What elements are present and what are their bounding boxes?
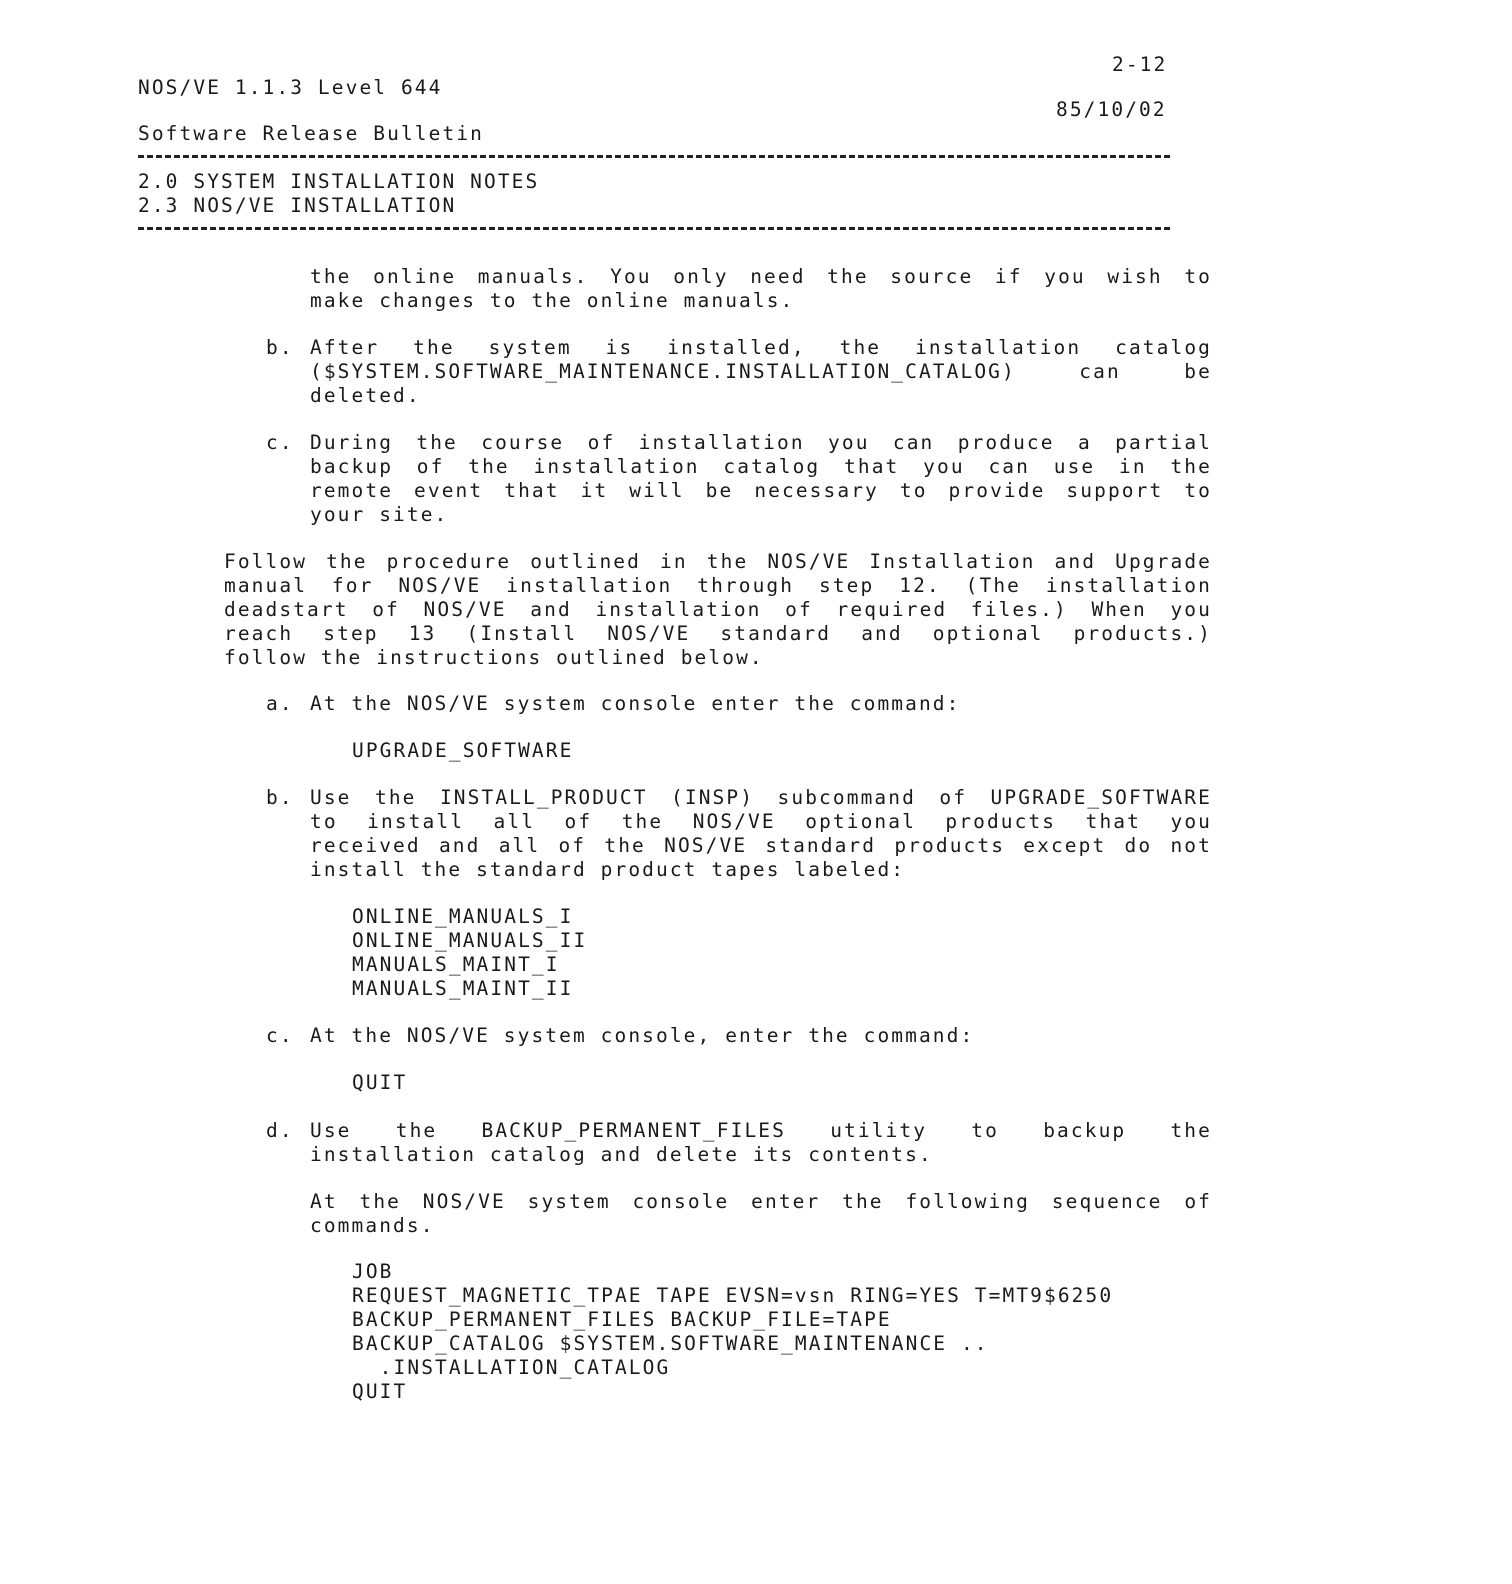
follow-line-5: follow the instructions outlined below.: [224, 646, 764, 669]
follow-line-3: deadstart of NOS/VE and installation of required files.) When you: [224, 598, 1212, 621]
list-marker: d.: [266, 1119, 294, 1142]
command-line: BACKUP_CATALOG $SYSTEM.SOFTWARE_MAINTENANCE ..: [352, 1332, 989, 1355]
tape-label: ONLINE_MANUALS_II: [352, 929, 588, 952]
step-b-line-3: received and all of the NOS/VE standard products except do not: [310, 834, 1212, 857]
tape-label: MANUALS_MAINT_I: [352, 953, 560, 976]
list-marker: b.: [266, 786, 294, 809]
command-upgrade-software: UPGRADE_SOFTWARE: [352, 739, 574, 762]
command-line: REQUEST_MAGNETIC_TPAE TAPE EVSN=vsn RING=YES T=MT9$6250: [352, 1284, 1114, 1307]
page-number: 2-12: [1112, 53, 1168, 76]
step-d-para-line-2: commands.: [310, 1214, 435, 1237]
item-c1-line-3: remote event that it will be necessary to provide support to: [310, 479, 1212, 502]
cont-line-2: make changes to the online manuals.: [310, 289, 795, 312]
header-rule-bottom: [138, 227, 1170, 230]
command-line: QUIT: [352, 1380, 408, 1403]
step-a-text: At the NOS/VE system console enter the command:: [310, 692, 961, 715]
item-c1-line-2: backup of the installation catalog that you can use in the: [310, 455, 1212, 478]
item-b1-line-2: ($SYSTEM.SOFTWARE_MAINTENANCE.INSTALLATION_CATALOG) can be: [310, 360, 1212, 383]
step-d-line-1: Use the BACKUP_PERMANENT_FILES utility to backup the: [310, 1119, 1212, 1142]
step-b-line-1: Use the INSTALL_PRODUCT (INSP) subcommand of UPGRADE_SOFTWARE: [310, 786, 1212, 809]
header-rule-top: [138, 155, 1170, 158]
list-marker: a.: [266, 692, 294, 715]
follow-line-2: manual for NOS/VE installation through step 12. (The installation: [224, 574, 1212, 597]
item-b1-line-3: deleted.: [310, 384, 421, 407]
command-quit: QUIT: [352, 1071, 408, 1094]
bulletin-title: Software Release Bulletin: [138, 122, 484, 145]
step-d-line-2: installation catalog and delete its contents.: [310, 1143, 933, 1166]
item-c1-line-1: During the course of installation you can produce a partial: [310, 431, 1212, 454]
tape-label: MANUALS_MAINT_II: [352, 977, 574, 1000]
step-b-line-4: install the standard product tapes labeled:: [310, 858, 906, 881]
list-marker: c.: [266, 1024, 294, 1047]
step-d-para-line-1: At the NOS/VE system console enter the following sequence of: [310, 1190, 1212, 1213]
follow-line-4: reach step 13 (Install NOS/VE standard and optional products.): [224, 622, 1212, 645]
item-c1-line-4: your site.: [310, 503, 449, 526]
list-marker: b.: [266, 336, 294, 359]
release-date: 85/10/02: [1056, 98, 1167, 121]
step-c-text: At the NOS/VE system console, enter the command:: [310, 1024, 975, 1047]
command-line: BACKUP_PERMANENT_FILES BACKUP_FILE=TAPE: [352, 1308, 892, 1331]
list-marker: c.: [266, 431, 294, 454]
command-line: JOB: [352, 1260, 394, 1283]
item-b1-line-1: After the system is installed, the installation catalog: [310, 336, 1212, 359]
step-b-line-2: to install all of the NOS/VE optional products that you: [310, 810, 1212, 833]
tape-label: ONLINE_MANUALS_I: [352, 905, 574, 928]
command-line: .INSTALLATION_CATALOG: [352, 1356, 671, 1379]
cont-line-1: the online manuals. You only need the source if you wish to: [310, 265, 1212, 288]
product-version: NOS/VE 1.1.3 Level 644: [138, 76, 443, 99]
subsection-heading: 2.3 NOS/VE INSTALLATION: [138, 194, 457, 217]
section-heading: 2.0 SYSTEM INSTALLATION NOTES: [138, 170, 540, 193]
follow-line-1: Follow the procedure outlined in the NOS/VE Installation and Upgrade: [224, 550, 1212, 573]
